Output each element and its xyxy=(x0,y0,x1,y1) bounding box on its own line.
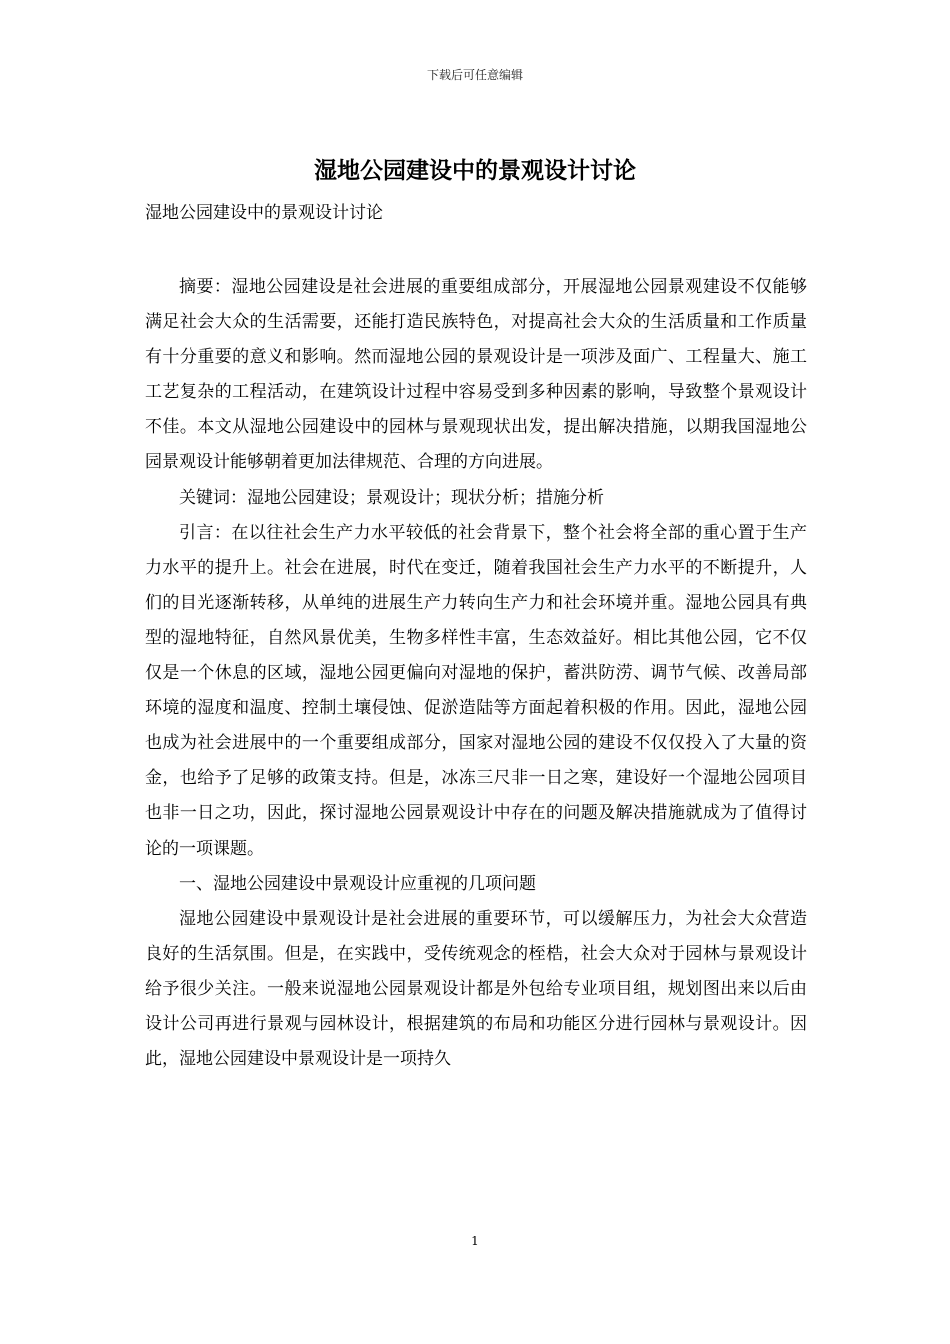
page-number: 1 xyxy=(471,1234,479,1248)
section-paragraph: 湿地公园建设中景观设计是社会进展的重要环节，可以缓解压力，为社会大众营造良好的生活氛围。但是，在实践中，受传统观念的桎梏，社会大众对于园林与景观设计给予很少关注。一般来说湿地公园景观设计都是外包给专业项目组，规划图出来以后由设计公司再进行景观与园林设计，根据建筑的布局和功能区分进行园林与景观设计。因此，湿地公园建设中景观设计是一项持久 xyxy=(145,908,807,1070)
keywords-paragraph: 关键词：湿地公园建设；景观设计；现状分析；措施分析 xyxy=(179,487,604,508)
body-text xyxy=(145,270,807,1077)
abstract-paragraph: 摘要：湿地公园建设是社会进展的重要组成部分，开展湿地公园景观建设不仅能够满足社会大众的生活需要，还能打造民族特色，对提高社会大众的生活质量和工作质量有十分重要的意义和影响。然而湿地公园的景观设计是一项涉及面广、工程量大、施工工艺复杂的工程活动，在建筑设计过程中容易受到多种因素的影响，导致整个景观设计不佳。本文从湿地公园建设中的园林与景观现状出发，提出解决措施，以期我国湿地公园景观设计能够朝着更加法律规范、合理的方向进展。 xyxy=(145,277,807,473)
document-title: 湿地公园建设中的景观设计讨论 xyxy=(314,158,636,184)
section-heading: 一、湿地公园建设中景观设计应重视的几项问题 xyxy=(179,873,536,894)
header-note: 下载后可任意编辑 xyxy=(426,68,523,82)
document-subtitle: 湿地公园建设中的景观设计讨论 xyxy=(145,203,383,223)
introduction-paragraph: 引言：在以往社会生产力水平较低的社会背景下，整个社会将全部的重心置于生产力水平的提升上。社会在进展，时代在变迁，随着我国社会生产力水平的不断提升，人们的目光逐渐转移，从单纯的进展生产力转向生产力和社会环境并重。湿地公园具有典型的湿地特征，自然风景优美，生物多样性丰富，生态效益好。相比其他公园，它不仅仅是一个休息的区域，湿地公园更偏向对湿地的保护，蓄洪防涝、调节气候、改善局部环境的湿度和温度、控制土壤侵蚀、促淤造陆等方面起着积极的作用。因此，湿地公园也成为社会进展中的一个重要组成部分，国家对湿地公园的建设不仅仅投入了大量的资金，也给予了足够的政策支持。但是，冰冻三尺非一日之寒，建设好一个湿地公园项目也非一日之功，因此，探讨湿地公园景观设计中存在的问题及解决措施就成为了值得讨论的一项课题。 xyxy=(145,522,807,859)
